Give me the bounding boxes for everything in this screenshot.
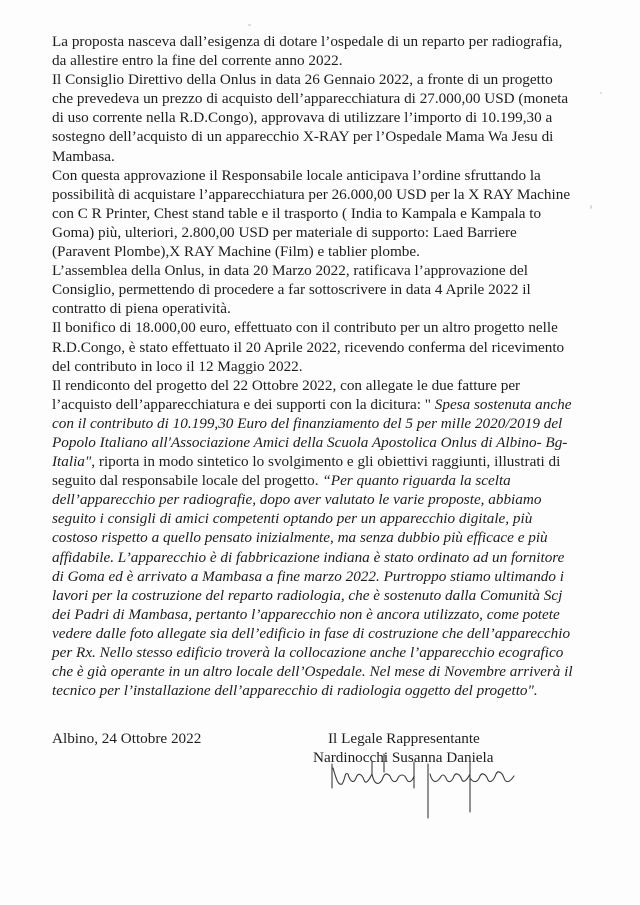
scan-speck (248, 24, 251, 26)
italic-text-segment: seguito i consigli di amici competenti optando per un apparecchio digitale, più (52, 510, 533, 528)
text-line (52, 567, 632, 586)
italic-text-segment: con il contributo di 10.199,30 Euro del finanziamento del 5 per mille 2020/2019 del (52, 414, 563, 432)
text-line (52, 185, 632, 204)
text-segment: Il rendiconto del progetto del 22 Ottobre 2022, con allegate le due fatture per (52, 376, 521, 394)
text-line (52, 376, 632, 395)
text-line (52, 528, 632, 547)
italic-text-segment: di Goma ed è arrivato a Mambasa a fine marzo 2022. Purtroppo stiamo ultimando i (52, 567, 565, 585)
text-line (52, 51, 632, 70)
text-line (52, 548, 632, 567)
text-segment: Il Consiglio Direttivo della Onlus in data 26 Gennaio 2022, a fronte di un progetto (52, 71, 553, 89)
text-segment: che prevedeva un prezzo di acquisto dell’apparecchiatura di 27.000,00 USD (moneta (52, 90, 569, 108)
text-line (52, 662, 632, 681)
text-line (52, 147, 632, 166)
text-segment: sostegno dell’acquisto di un apparecchio X-RAY per l’Ospedale Mama Wa Jesu di (52, 128, 554, 146)
text-segment: contratto di piena operatività. (52, 300, 231, 318)
text-segment: , riporta in modo sintetico lo svolgimento e gli obiettivi raggiunti, illustrati di (91, 453, 561, 471)
italic-text-segment: tecnico per l’installazione dell’apparecchio di radiologia oggetto del progetto". (52, 682, 538, 700)
text-segment: La proposta nasceva dall’esigenza di dotare l’ospedale di un reparto per radiografia, (52, 33, 563, 50)
text-line (52, 586, 632, 605)
text-segment: Consiglio, permettendo di procedere a far sottoscrivere in data 4 Aprile 2022 il (52, 281, 531, 299)
text-segment: con C R Printer, Chest stand table e il trasporto ( India to Kampala e Kampala to (52, 204, 542, 222)
text-segment: Il bonifico di 18.000,00 euro, effettuato con il contributo per un altro progetto nelle (52, 319, 558, 337)
italic-text-segment: Italia" (52, 453, 92, 471)
text-segment: da allestire entro la fine del corrente anno 2022. (52, 52, 343, 70)
italic-text-segment: Popolo Italiano all'Associazione Amici della Scuola Apostolica Onlus di Albino- Bg- (52, 433, 568, 451)
italic-text-segment: dei Padri di Mambasa, pertanto l’apparecchio non è ancora utilizzato, come potete (52, 605, 560, 623)
text-line (52, 166, 632, 185)
signatory-role: Il Legale Rappresentante (328, 730, 480, 747)
text-line (52, 89, 632, 108)
italic-text-segment: Spesa sostenuta anche (434, 395, 572, 413)
place-date: Albino, 24 Ottobre 2022 (52, 730, 202, 747)
text-line (52, 395, 632, 414)
text-line (52, 261, 632, 280)
text-segment: Mambasa. (52, 147, 115, 165)
text-line (52, 108, 632, 127)
text-line (52, 357, 632, 376)
text-line (52, 605, 632, 624)
text-segment: l’acquisto dell’apparecchiatura e dei supporti con la dicitura: " (52, 395, 435, 413)
italic-text-segment: che è già operante in un altro locale dell’Ospedale. Nel mese di Novembre arriverà il (52, 663, 573, 681)
text-segment: Goma) più, ulteriori, 2.800,00 USD per materiale di supporto: Laed Barriere (52, 223, 517, 241)
text-line (52, 643, 632, 662)
text-line (52, 509, 632, 528)
text-line (52, 299, 632, 318)
text-line (52, 32, 632, 51)
text-line (52, 242, 632, 261)
text-line (52, 338, 632, 357)
text-segment: di uso corrente nella R.D.Congo), approvava di utilizzare l’importo di 10.199,30 a (52, 109, 553, 127)
text-segment: L’assemblea della Onlus, in data 20 Marzo 2022, ratificava l’approvazione del (52, 262, 528, 280)
text-line (52, 490, 632, 509)
italic-text-segment: affidabile. L’apparecchio è di fabbricazione indiana è stato ordinato ad un fornitore (52, 548, 565, 566)
text-line (52, 414, 632, 433)
signature-icon (320, 748, 520, 828)
text-line (52, 681, 632, 700)
signatory-name: Nardinocchi Susanna Daniela (313, 749, 494, 766)
text-line (52, 318, 632, 337)
text-line (52, 223, 632, 242)
italic-text-segment: vedere dalle foto allegate sia dell’edificio in fase di costruzione che dell’apparecchio (52, 624, 571, 642)
italic-text-segment: “Per quanto riguarda la scelta (322, 472, 511, 490)
text-segment: Con questa approvazione il Responsabile locale anticipava l’ordine sfruttando la (52, 166, 541, 184)
text-line (52, 624, 632, 643)
italic-text-segment: lavori per la costruzione del reparto radiologia, che è sostenuto dalla Comunità Scj (52, 586, 563, 604)
text-segment: R.D.Congo, è stato effettuato il 20 Aprile 2022, ricevendo conferma del ricevimento (52, 338, 565, 356)
italic-text-segment: per Rx. Nello stesso edificio troverà la collocazione anche l’apparecchio ecografico (52, 644, 564, 661)
text-line (52, 280, 632, 299)
text-line (52, 204, 632, 223)
text-line (52, 471, 632, 490)
text-line (52, 433, 632, 452)
text-line (52, 452, 632, 471)
text-line (52, 70, 632, 89)
text-segment: possibilità di acquistare l’apparecchiatura per 26.000,00 USD per la X RAY Machine (52, 185, 571, 203)
text-segment: del contributo in loco il 12 Maggio 2022. (52, 357, 303, 375)
text-line (52, 127, 632, 146)
text-segment: (Paravent Plombe),X RAY Machine (Film) e tablier plombe. (52, 243, 420, 261)
italic-text-segment: dell’apparecchio per radiografie, dopo aver valutato le varie proposte, abbiamo (52, 491, 542, 509)
letter-body (52, 32, 632, 700)
italic-text-segment: costoso rispetto a quello pensato inizialmente, ma senza dubbio più efficace e più (52, 529, 548, 547)
text-segment: seguito dal responsabile locale del progetto. (52, 472, 323, 490)
